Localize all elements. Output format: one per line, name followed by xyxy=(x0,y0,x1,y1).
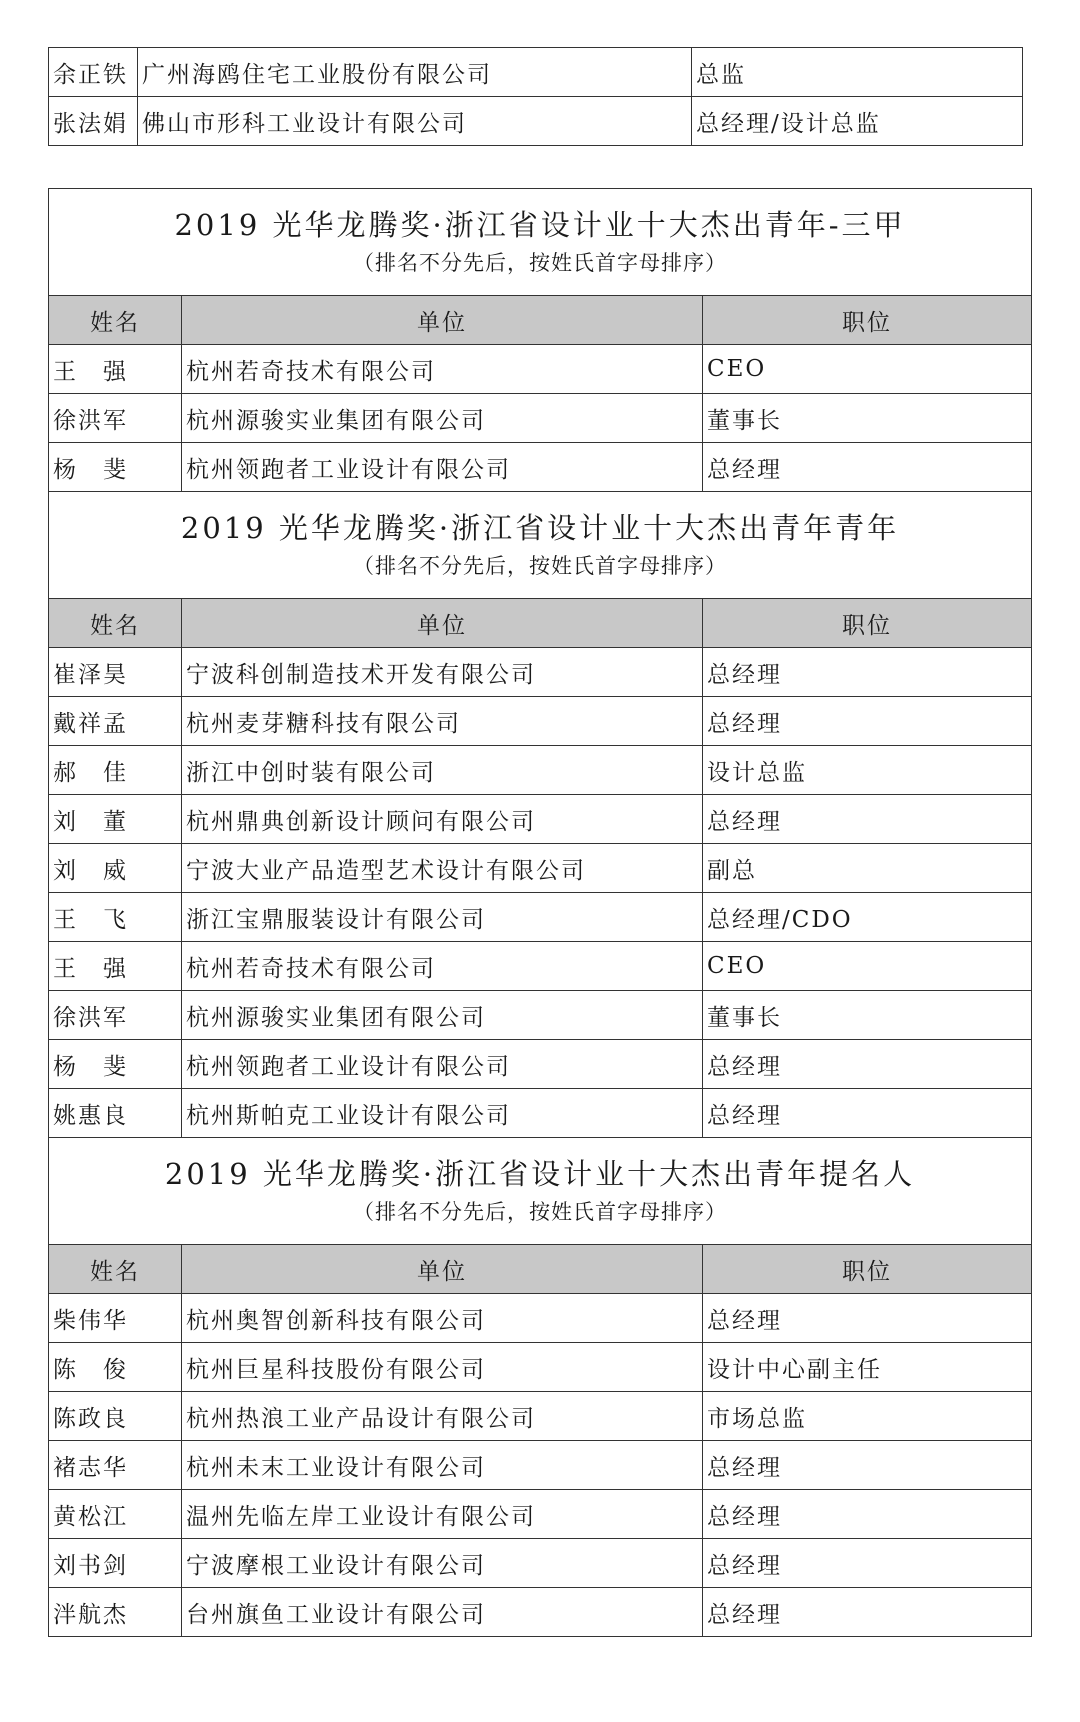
section-title-row xyxy=(49,1138,1032,1197)
cell-unit: 杭州鼎典创新设计顾问有限公司 xyxy=(182,795,703,844)
table-row xyxy=(49,48,1023,97)
cell-name: 张法娟 xyxy=(49,97,138,146)
table-row xyxy=(49,648,1032,697)
cell-position: 总经理 xyxy=(703,1089,1032,1138)
header-name: 姓名 xyxy=(49,1245,182,1294)
cell-position: 总经理 xyxy=(703,1588,1032,1637)
cell-name: 郝 佳 xyxy=(49,746,182,795)
header-unit: 单位 xyxy=(182,296,703,345)
table-row xyxy=(49,1441,1032,1490)
cell-position: 总经理 xyxy=(703,1539,1032,1588)
table-row xyxy=(49,97,1023,146)
header-position: 职位 xyxy=(703,1245,1032,1294)
table-row xyxy=(49,844,1032,893)
table-row xyxy=(49,893,1032,942)
cell-position: 总经理 xyxy=(703,1294,1032,1343)
cell-name: 王 强 xyxy=(49,345,182,394)
cell-position: 总经理 xyxy=(703,697,1032,746)
table-row xyxy=(49,746,1032,795)
award-table-body xyxy=(49,189,1032,1637)
cell-unit: 杭州奥智创新科技有限公司 xyxy=(182,1294,703,1343)
cell-name: 王 飞 xyxy=(49,893,182,942)
table-row xyxy=(49,795,1032,844)
cell-position: 总经理/设计总监 xyxy=(692,97,1023,146)
cell-unit: 杭州领跑者工业设计有限公司 xyxy=(182,1040,703,1089)
cell-unit: 宁波摩根工业设计有限公司 xyxy=(182,1539,703,1588)
section-title-row xyxy=(49,189,1032,248)
header-position: 职位 xyxy=(703,599,1032,648)
cell-unit: 杭州源骏实业集团有限公司 xyxy=(182,394,703,443)
section-title: 2019 光华龙腾奖·浙江省设计业十大杰出青年青年 xyxy=(49,492,1032,551)
section-note: （排名不分先后，按姓氏首字母排序） xyxy=(49,550,1032,599)
table-row xyxy=(49,1343,1032,1392)
cell-name: 姚惠良 xyxy=(49,1089,182,1138)
cell-name: 刘 董 xyxy=(49,795,182,844)
cell-name: 褚志华 xyxy=(49,1441,182,1490)
cell-unit: 杭州未末工业设计有限公司 xyxy=(182,1441,703,1490)
cell-position: 设计总监 xyxy=(703,746,1032,795)
header-row xyxy=(49,296,1032,345)
cell-unit: 宁波科创制造技术开发有限公司 xyxy=(182,648,703,697)
cell-unit: 杭州若奇技术有限公司 xyxy=(182,345,703,394)
cell-position: 总经理 xyxy=(703,1441,1032,1490)
cell-position: 总经理/CDO xyxy=(703,893,1032,942)
header-row xyxy=(49,599,1032,648)
cell-name: 泮航杰 xyxy=(49,1588,182,1637)
cell-unit: 杭州麦芽糖科技有限公司 xyxy=(182,697,703,746)
section-title-row xyxy=(49,492,1032,551)
cell-position: 市场总监 xyxy=(703,1392,1032,1441)
table-row xyxy=(49,443,1032,492)
table-row xyxy=(49,697,1032,746)
award-table xyxy=(48,188,1032,1637)
section-note-row xyxy=(49,1196,1032,1245)
cell-unit: 杭州斯帕克工业设计有限公司 xyxy=(182,1089,703,1138)
section-note-row xyxy=(49,247,1032,296)
cell-unit: 台州旗鱼工业设计有限公司 xyxy=(182,1588,703,1637)
cell-position: 董事长 xyxy=(703,394,1032,443)
cell-position: 设计中心副主任 xyxy=(703,1343,1032,1392)
header-position: 职位 xyxy=(703,296,1032,345)
header-unit: 单位 xyxy=(182,1245,703,1294)
cell-unit: 杭州若奇技术有限公司 xyxy=(182,942,703,991)
header-name: 姓名 xyxy=(49,296,182,345)
cell-unit: 浙江中创时装有限公司 xyxy=(182,746,703,795)
cell-unit: 宁波大业产品造型艺术设计有限公司 xyxy=(182,844,703,893)
section-title: 2019 光华龙腾奖·浙江省设计业十大杰出青年-三甲 xyxy=(49,189,1032,248)
cell-name: 陈政良 xyxy=(49,1392,182,1441)
cell-name: 杨 斐 xyxy=(49,1040,182,1089)
table-row xyxy=(49,1539,1032,1588)
top-table-body xyxy=(49,48,1023,146)
table-row xyxy=(49,1392,1032,1441)
table-row xyxy=(49,1294,1032,1343)
cell-name: 杨 斐 xyxy=(49,443,182,492)
cell-position: CEO xyxy=(703,942,1032,991)
table-row xyxy=(49,345,1032,394)
table-row xyxy=(49,1490,1032,1539)
table-row xyxy=(49,1040,1032,1089)
table-row xyxy=(49,1588,1032,1637)
cell-position: 总经理 xyxy=(703,648,1032,697)
cell-name: 柴伟华 xyxy=(49,1294,182,1343)
cell-unit: 杭州源骏实业集团有限公司 xyxy=(182,991,703,1040)
cell-unit: 杭州热浪工业产品设计有限公司 xyxy=(182,1392,703,1441)
cell-unit: 广州海鸥住宅工业股份有限公司 xyxy=(138,48,692,97)
cell-name: 余正铁 xyxy=(49,48,138,97)
cell-name: 陈 俊 xyxy=(49,1343,182,1392)
cell-name: 黄松江 xyxy=(49,1490,182,1539)
top-table xyxy=(48,47,1023,146)
cell-name: 刘书剑 xyxy=(49,1539,182,1588)
cell-position: 总经理 xyxy=(703,1040,1032,1089)
cell-position: 总经理 xyxy=(703,443,1032,492)
cell-name: 徐洪军 xyxy=(49,394,182,443)
table-row xyxy=(49,394,1032,443)
cell-unit: 浙江宝鼎服装设计有限公司 xyxy=(182,893,703,942)
cell-unit: 佛山市形科工业设计有限公司 xyxy=(138,97,692,146)
section-title: 2019 光华龙腾奖·浙江省设计业十大杰出青年提名人 xyxy=(49,1138,1032,1197)
header-unit: 单位 xyxy=(182,599,703,648)
cell-name: 刘 威 xyxy=(49,844,182,893)
header-row xyxy=(49,1245,1032,1294)
table-row xyxy=(49,991,1032,1040)
cell-name: 王 强 xyxy=(49,942,182,991)
cell-unit: 杭州领跑者工业设计有限公司 xyxy=(182,443,703,492)
cell-position: 总监 xyxy=(692,48,1023,97)
cell-name: 崔泽昊 xyxy=(49,648,182,697)
cell-position: 副总 xyxy=(703,844,1032,893)
cell-unit: 温州先临左岸工业设计有限公司 xyxy=(182,1490,703,1539)
cell-position: 总经理 xyxy=(703,1490,1032,1539)
cell-name: 徐洪军 xyxy=(49,991,182,1040)
section-note: （排名不分先后，按姓氏首字母排序） xyxy=(49,1196,1032,1245)
cell-unit: 杭州巨星科技股份有限公司 xyxy=(182,1343,703,1392)
table-row xyxy=(49,1089,1032,1138)
table-row xyxy=(49,942,1032,991)
section-note: （排名不分先后，按姓氏首字母排序） xyxy=(49,247,1032,296)
header-name: 姓名 xyxy=(49,599,182,648)
cell-position: 董事长 xyxy=(703,991,1032,1040)
section-note-row xyxy=(49,550,1032,599)
cell-position: 总经理 xyxy=(703,795,1032,844)
cell-name: 戴祥孟 xyxy=(49,697,182,746)
cell-position: CEO xyxy=(703,345,1032,394)
